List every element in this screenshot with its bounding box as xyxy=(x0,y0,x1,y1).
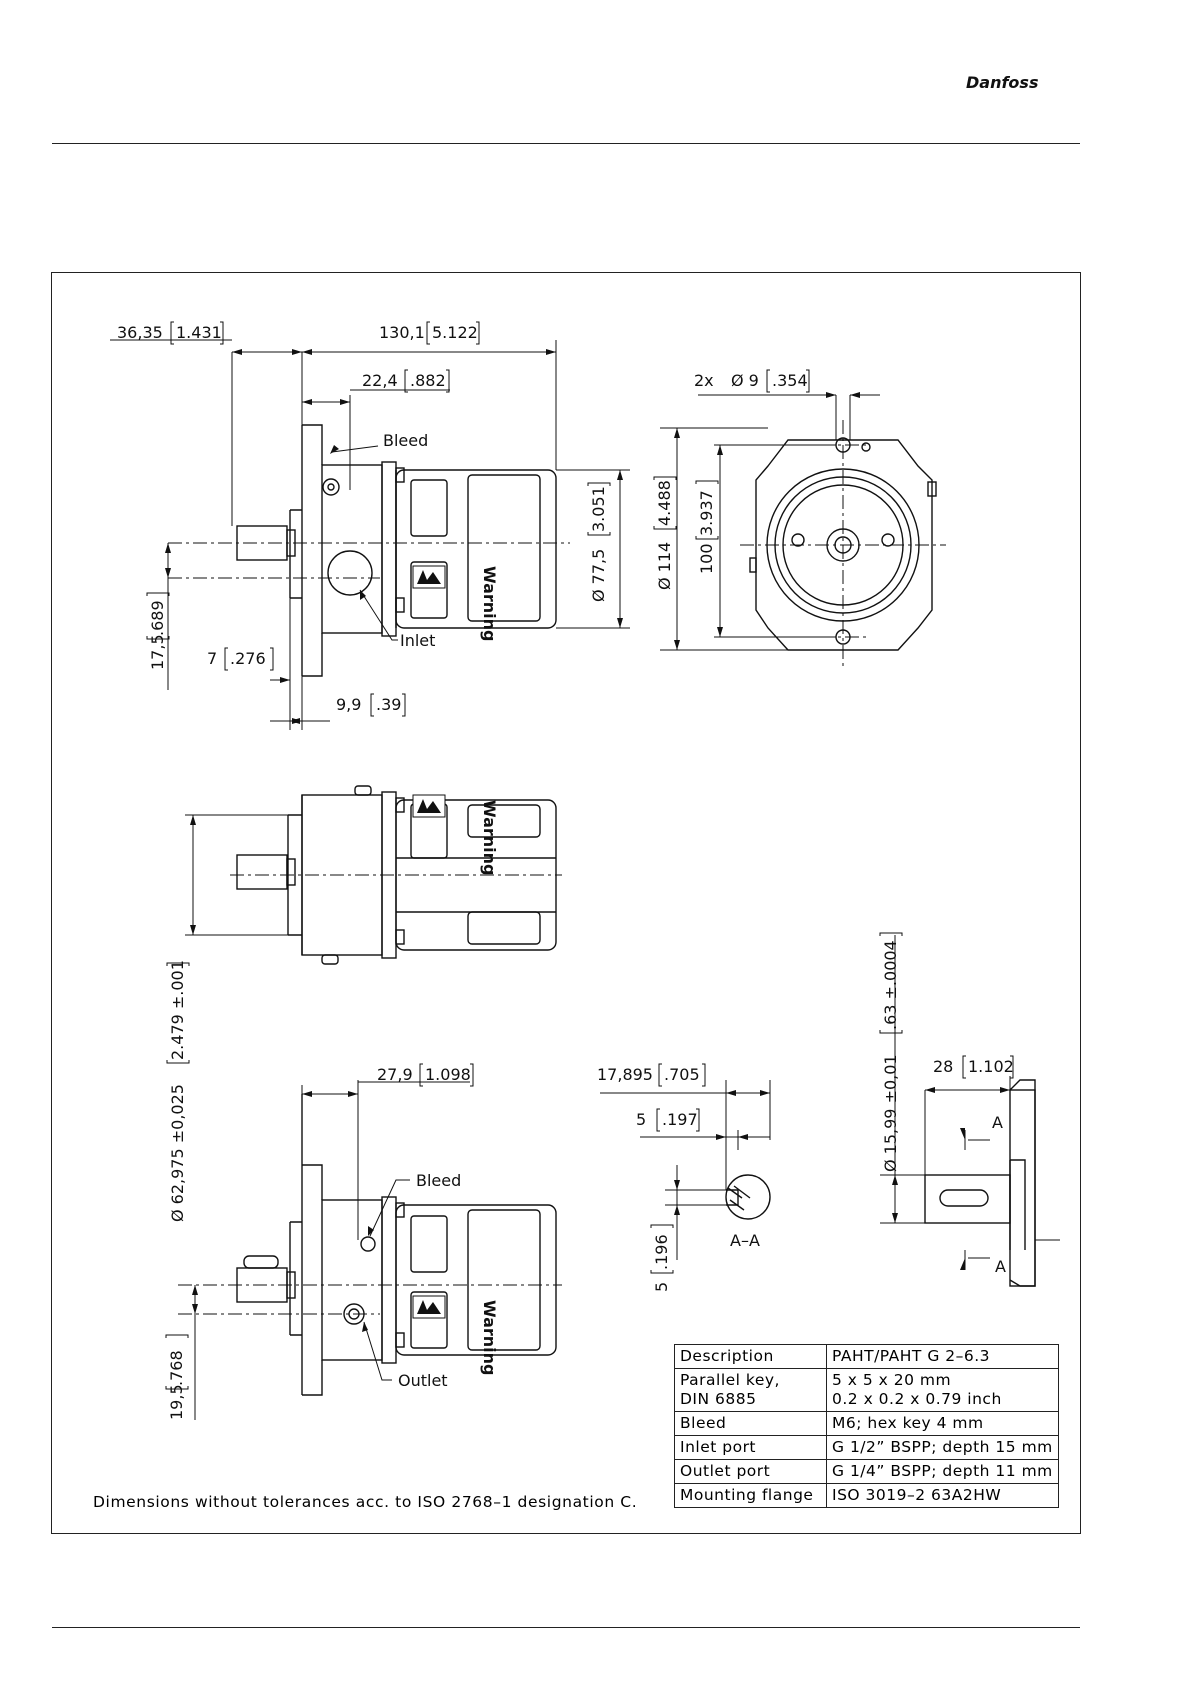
dim-shaft-offset-in: .689 xyxy=(148,600,167,636)
dim-pilot-dia: Ø 62,975 ±0,025 xyxy=(168,1084,187,1222)
dim-shaft-offset: 17,5 xyxy=(148,634,167,670)
dim-spigot-in: .39 xyxy=(376,695,402,714)
section-mark-top: A xyxy=(992,1113,1003,1132)
table-row xyxy=(675,1345,1059,1369)
top-view-dimensions xyxy=(110,340,630,730)
spec-value: G 1/2” BSPP; depth 15 mm xyxy=(827,1436,1059,1460)
table-row xyxy=(675,1460,1059,1484)
dim-flange-dia-in: 4.488 xyxy=(655,480,674,526)
section-mark-bottom: A xyxy=(995,1257,1006,1276)
spec-table xyxy=(674,1344,1059,1508)
dim-holes-count: 2x xyxy=(694,371,714,390)
outlet-view-outline xyxy=(237,1094,556,1395)
dim-spigot: 9,9 xyxy=(336,695,362,714)
spec-key: Outlet port xyxy=(675,1460,827,1484)
spec-value: M6; hex key 4 mm xyxy=(827,1412,1059,1436)
warning-label-side: Warning xyxy=(480,800,499,876)
dim-hole-dia: Ø 9 xyxy=(731,371,759,390)
tolerance-note: Dimensions without tolerances acc. to ISO 2768–1 designation C. xyxy=(93,1493,638,1511)
dim-overall-left-in: 1.431 xyxy=(176,323,222,342)
spec-value: G 1/4” BSPP; depth 11 mm xyxy=(827,1460,1059,1484)
dim-body-dia-in: 3.051 xyxy=(589,486,608,532)
spec-value: PAHT/PAHT G 2–6.3 xyxy=(827,1345,1059,1369)
shaft-view-dimensions xyxy=(880,935,1060,1270)
label-inlet: Inlet xyxy=(400,631,436,650)
dim-key-depth-in: .196 xyxy=(652,1234,671,1270)
spec-key: Mounting flange xyxy=(675,1484,827,1508)
dim-key-width: 5 xyxy=(636,1110,647,1129)
dim-flange-thk-in: .276 xyxy=(230,649,266,668)
dim-flange-bleed-in: .882 xyxy=(410,371,446,390)
dim-bolt-circle-in: 3.937 xyxy=(697,490,716,536)
dim-bleed-pos-in: 1.098 xyxy=(425,1065,471,1084)
warning-label-outlet: Warning xyxy=(480,1300,499,1376)
table-row xyxy=(675,1412,1059,1436)
table-row xyxy=(675,1369,1059,1412)
spec-key: Parallel key, DIN 6885 xyxy=(675,1369,827,1412)
spec-key: Inlet port xyxy=(675,1436,827,1460)
label-bleed-top: Bleed xyxy=(383,431,429,450)
dim-shaft-len-in: 1.102 xyxy=(968,1057,1014,1076)
dim-key-height: 17,895 xyxy=(597,1065,653,1084)
dim-hole-dia-in: .354 xyxy=(772,371,808,390)
dim-body-dia: Ø 77,5 xyxy=(589,548,608,602)
dim-bleed-pos: 27,9 xyxy=(377,1065,413,1084)
front-view-outline xyxy=(750,438,936,650)
spec-key: Bleed xyxy=(675,1412,827,1436)
table-row xyxy=(675,1484,1059,1508)
section-label-aa: A–A xyxy=(730,1231,760,1250)
pump-labels xyxy=(413,566,499,1375)
dim-outlet-offset: 19,5 xyxy=(167,1384,186,1420)
dim-flange-bleed: 22,4 xyxy=(362,371,398,390)
dim-flange-dia: Ø 114 xyxy=(655,541,674,590)
top-view-centerlines xyxy=(168,543,570,578)
dim-pilot-dia-in: 2.479 ±.001 xyxy=(168,960,187,1060)
front-view-centerlines xyxy=(740,420,946,670)
outlet-view-dimensions xyxy=(195,1080,470,1420)
warning-label-top: Warning xyxy=(480,566,499,642)
top-view-outline xyxy=(237,425,556,676)
spec-value: 5 x 5 x 20 mm 0.2 x 0.2 x 0.79 inch xyxy=(827,1369,1059,1412)
label-bleed-outlet: Bleed xyxy=(416,1171,462,1190)
dim-outlet-offset-in: .768 xyxy=(167,1350,186,1386)
dim-key-width-in: .197 xyxy=(662,1110,698,1129)
dim-shaft-dia: Ø 15,99 ±0,01 xyxy=(881,1054,900,1172)
dim-length: 130,1 xyxy=(379,323,425,342)
dim-shaft-len: 28 xyxy=(933,1057,954,1076)
dim-length-in: 5.122 xyxy=(432,323,478,342)
dim-key-depth: 5 xyxy=(652,1281,671,1292)
dim-overall-left: 36,35 xyxy=(117,323,163,342)
outlet-view-centerlines xyxy=(178,1285,562,1314)
logo-wordmark: Danfoss xyxy=(966,73,1039,92)
dim-shaft-dia-in: .63 ±.0004 xyxy=(881,940,900,1030)
dim-flange-thk: 7 xyxy=(207,649,218,668)
spec-value: ISO 3019–2 63A2HW xyxy=(827,1484,1059,1508)
dim-key-height-in: .705 xyxy=(664,1065,700,1084)
table-row xyxy=(675,1436,1059,1460)
spec-key: Description xyxy=(675,1345,827,1369)
label-outlet: Outlet xyxy=(398,1371,448,1390)
shaft-view-outline xyxy=(925,1080,1035,1286)
key-section-outline xyxy=(726,1175,770,1219)
dimension-arrowheads xyxy=(165,349,1010,1332)
dim-bolt-circle: 100 xyxy=(697,543,716,574)
